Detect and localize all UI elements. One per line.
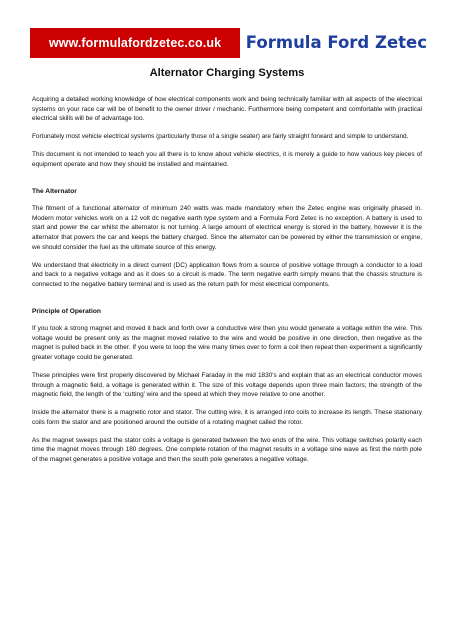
section-paragraph: The fitment of a functional alternator of minimum 240 watts was made mandatory when the Zetec engine was originally phased in. Modern motor vehicles work on a 12 volt dc negative earth type system and a Formula Ford Zetec is no exception. A battery is used to start and power the car whilst the alternator is not turning. A large amount of electrical energy is stored in the battery, however it is the alternator that powers the car and keeps the battery charged. Since the alternator can be powered by either the transmission or engine, we should consider the fuel as the ultimate source of this energy. <box>32 205 422 251</box>
website-url-banner[interactable]: www.formulafordzetec.co.uk <box>30 28 240 58</box>
section-paragraph: We understand that electricity in a direct current (DC) application flows from a source of positive voltage through a conductor to a load and back to a negative voltage and as it does so a circuit is made. The term negative earth simply means that the chassis structure is connected to the negative battery terminal and is used as the return path for most electrical components. <box>32 261 422 288</box>
document-title: Alternator Charging Systems <box>149 67 305 79</box>
document-body <box>32 66 422 473</box>
section-spacer <box>32 178 422 187</box>
section-spacer <box>32 298 422 307</box>
brand-logo-text: Formula Ford Zetec <box>245 33 427 52</box>
section-heading-principle-of-operation: Principle of Operation <box>32 307 101 315</box>
section-paragraph: If you took a strong magnet and moved it back and forth over a conductive wire then you would generate a voltage within the wire. This voltage would be present only as the magnet moved relative to the wire and would be positive in one direction, then negative as the magnet is pulled back in the other. If you were to loop the wire many times over to form a coil then repeat then experiment a significantly greater voltage could be generated. <box>32 325 422 361</box>
intro-paragraph: Fortunately most vehicle electrical systems (particularly those of a single seater) are fairly straight forward and simple to understand. <box>32 133 409 141</box>
header-banner <box>30 28 427 58</box>
section-paragraph: These principles were first properly discovered by Michael Faraday in the mid 1830's and explain that as an electrical conductor moves through a magnetic field, a voltage is generated within it. The size of this voltage depends upon three main factors; the strength of the magnetic field, the length of the ‘cutting’ wire and the speed at which they move relative to one another. <box>32 372 422 399</box>
intro-paragraph: This document is not intended to teach you all there is to know about vehicle electrics, it is merely a guide to how various key pieces of equipment operate and how they should be installed and maintained. <box>32 151 422 168</box>
section-paragraph: Inside the alternator there is a magnetic rotor and stator. The cutting wire, it is arranged into coils to increase its length. These stationary coils form the stator and are positioned around the outside of a rotating magnet called the rotor. <box>32 409 422 426</box>
section-paragraph: As the magnet sweeps past the stator coils a voltage is generated between the two ends of the wire. This voltage switches polarity each time the magnet moves through 180 degrees. One complete rotation of the magnet results in a voltage sine wave as first the north pole of the magnet generates a positive voltage and then the south pole generates a negative voltage. <box>32 436 422 463</box>
section-heading-alternator: The Alternator <box>32 187 77 195</box>
intro-paragraph: Acquiring a detailed working knowledge of how electrical components work and being technically familiar with all aspects of the electrical systems on your race car will be of benefit to the owner driver / mechanic. Furthermore being competent and comfortable with practical electrical skills will be of advantage too. <box>32 96 422 123</box>
